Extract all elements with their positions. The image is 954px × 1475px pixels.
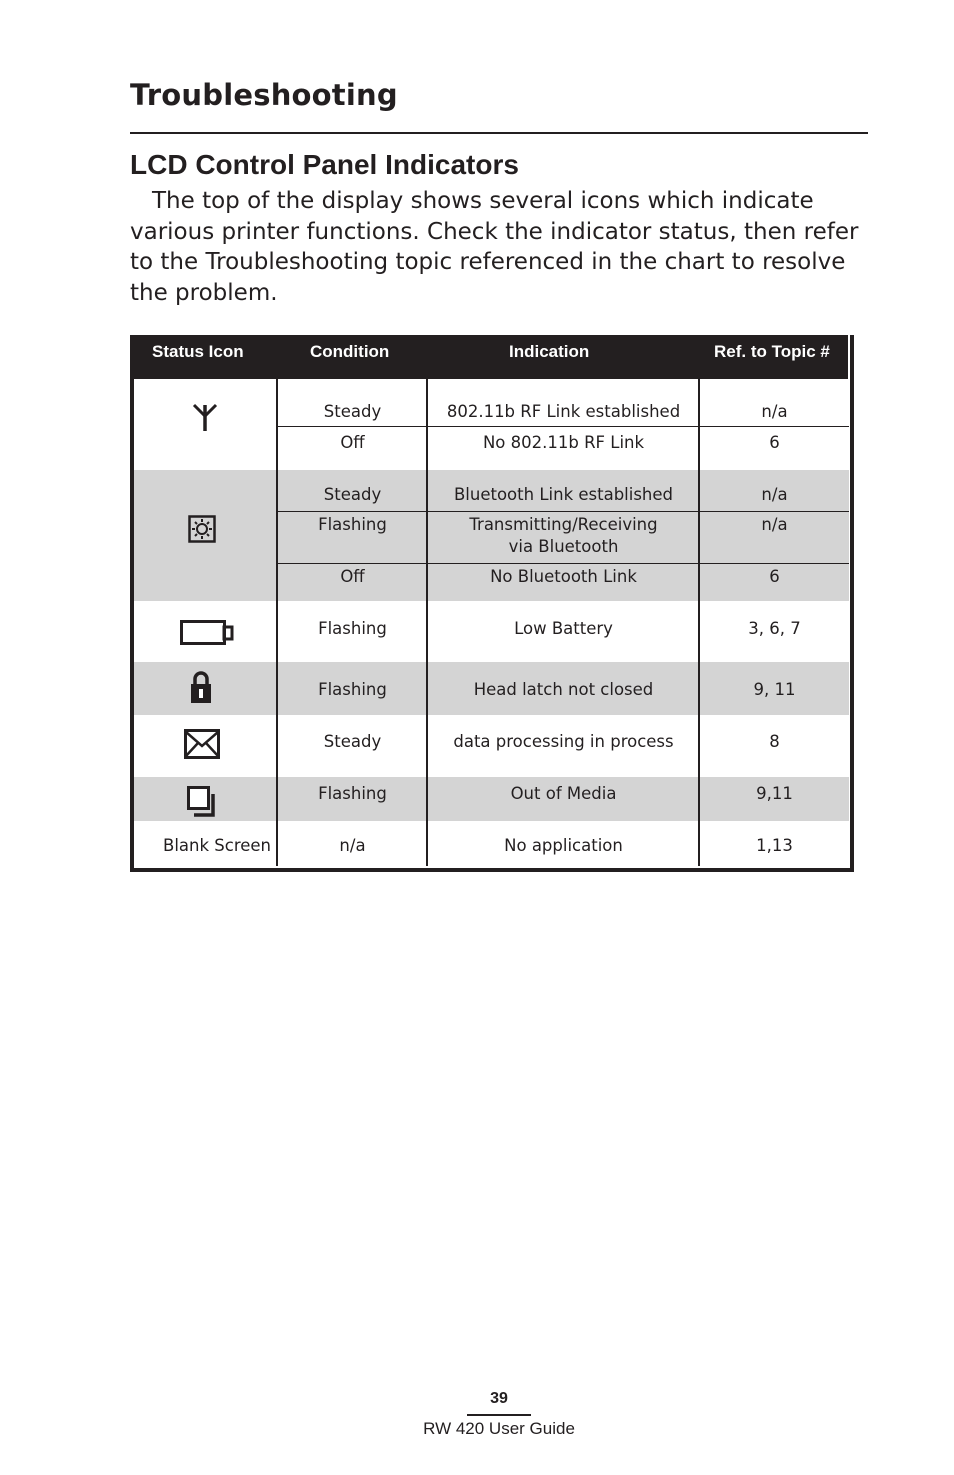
indication-cell: Bluetooth Link established xyxy=(453,485,674,504)
ref-cell: n/a xyxy=(761,402,788,421)
indication-cell: 802.11b RF Link established xyxy=(446,402,681,421)
ref-cell: 9,11 xyxy=(756,784,793,803)
header-status-icon: Status Icon xyxy=(152,342,244,361)
footer-rule xyxy=(467,1414,531,1416)
media-icon xyxy=(187,786,217,818)
indication-cell: via Bluetooth xyxy=(508,537,619,556)
column-divider xyxy=(426,379,428,866)
indication-cell: No application xyxy=(504,836,623,855)
column-divider xyxy=(698,379,700,866)
column-divider xyxy=(276,379,278,866)
ref-cell: 6 xyxy=(769,433,780,452)
antenna-icon xyxy=(192,402,218,432)
header-indication: Indication xyxy=(509,342,590,361)
battery-icon xyxy=(180,620,234,646)
condition-cell: Steady xyxy=(323,732,382,751)
indication-cell: No Bluetooth Link xyxy=(490,567,637,586)
condition-cell: Flashing xyxy=(318,680,387,699)
ref-cell: n/a xyxy=(761,515,788,534)
condition-cell: Off xyxy=(340,433,365,452)
envelope-icon xyxy=(184,729,220,759)
condition-cell: n/a xyxy=(339,836,366,855)
indication-cell: No 802.11b RF Link xyxy=(482,433,645,452)
indication-cell: Low Battery xyxy=(514,619,613,638)
row-divider xyxy=(278,563,849,564)
row-divider xyxy=(278,426,849,427)
condition-cell: Steady xyxy=(323,402,382,421)
page-number: 39 xyxy=(490,1390,508,1407)
guide-title: RW 420 User Guide xyxy=(423,1419,575,1438)
bluetooth-icon xyxy=(188,515,216,543)
ref-cell: n/a xyxy=(761,485,788,504)
padlock-icon xyxy=(190,670,212,704)
ref-cell: 3, 6, 7 xyxy=(748,619,801,638)
header-ref-topic: Ref. to Topic # xyxy=(714,342,830,361)
indication-cell: Head latch not closed xyxy=(473,680,654,699)
heading-rule xyxy=(130,132,868,134)
section-title: LCD Control Panel Indicators xyxy=(130,149,519,180)
page-heading: Troubleshooting xyxy=(130,78,398,112)
row-divider xyxy=(278,511,849,512)
condition-cell: Flashing xyxy=(318,784,387,803)
ref-cell: 8 xyxy=(769,732,780,751)
blank-screen-label: Blank Screen xyxy=(163,836,271,855)
indication-cell: Transmitting/Receiving xyxy=(469,515,658,534)
condition-cell: Flashing xyxy=(318,515,387,534)
condition-cell: Off xyxy=(340,567,365,586)
indication-cell: data processing in process xyxy=(453,732,674,751)
ref-cell: 9, 11 xyxy=(753,680,796,699)
ref-cell: 6 xyxy=(769,567,780,586)
intro-paragraph: The top of the display shows several icons which indicate various printer functions. Check the indicator status, then refer to the Troubleshooting topic referenced in the chart to resolve the problem. xyxy=(130,188,859,306)
header-condition: Condition xyxy=(310,342,390,361)
ref-cell: 1,13 xyxy=(756,836,793,855)
condition-cell: Steady xyxy=(323,485,382,504)
condition-cell: Flashing xyxy=(318,619,387,638)
indication-cell: Out of Media xyxy=(510,784,617,803)
